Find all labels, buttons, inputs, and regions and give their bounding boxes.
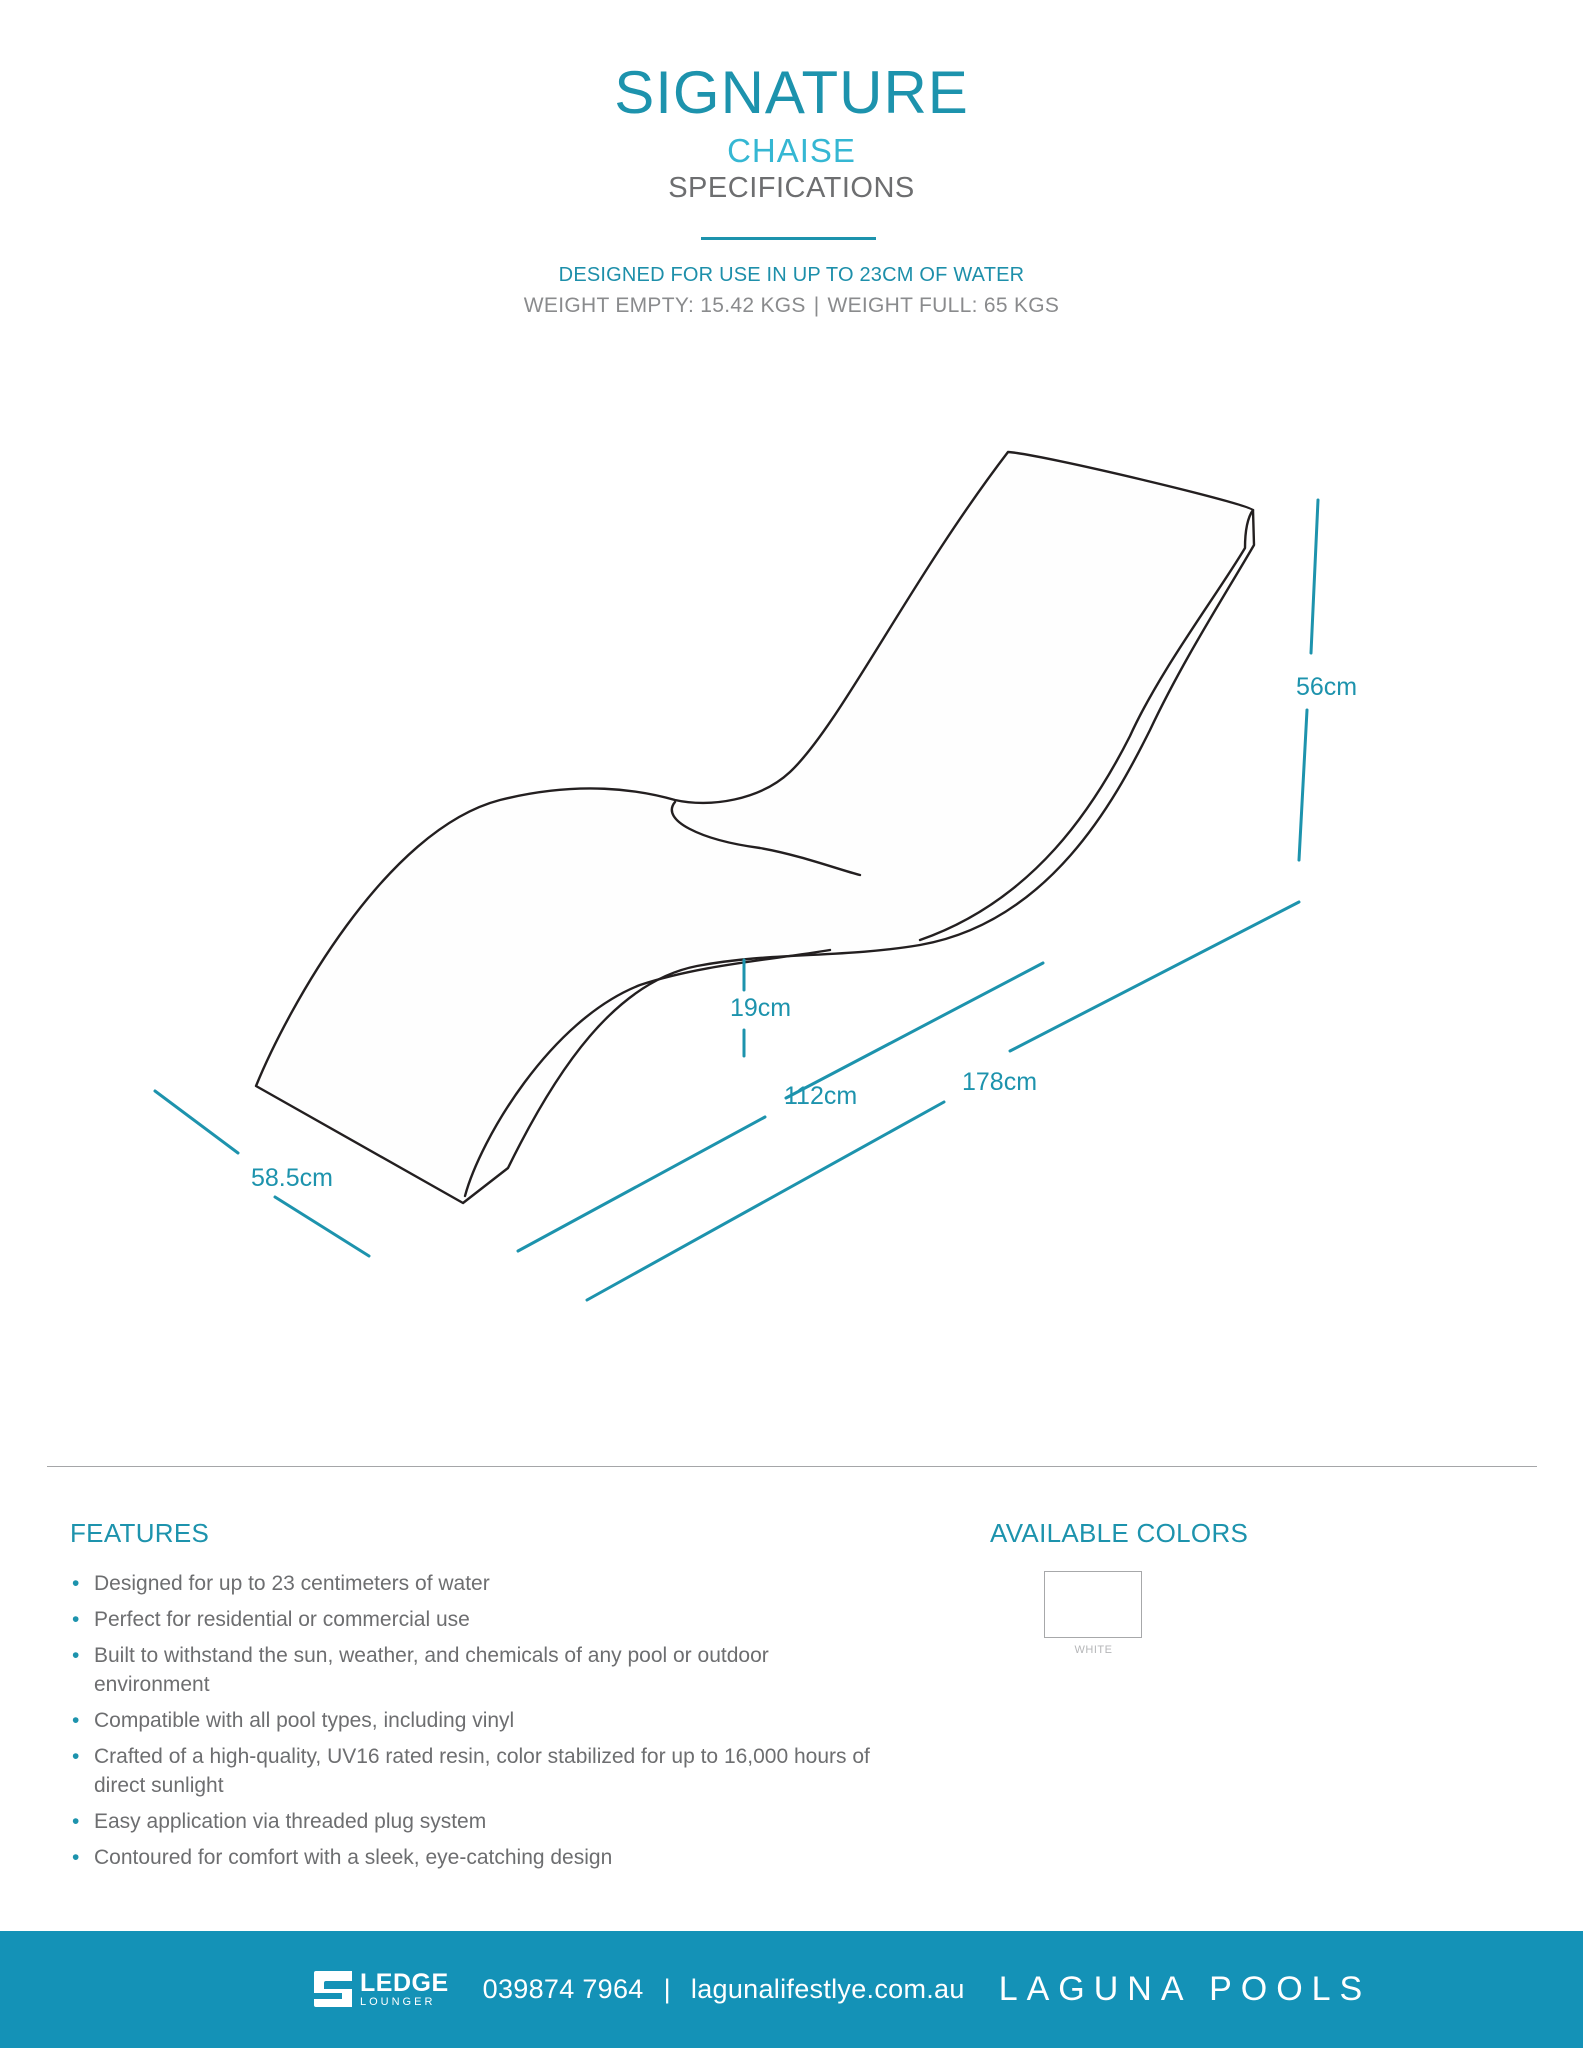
height-dim-line-top xyxy=(1311,500,1318,653)
seat-length-label: 112cm xyxy=(784,1082,858,1110)
logo-line1: LEDGE xyxy=(360,1968,449,1997)
product-subtitle: CHAISE xyxy=(727,132,856,169)
height-label: 56cm xyxy=(1296,673,1358,701)
bullet-icon: • xyxy=(72,1709,80,1732)
feature-item xyxy=(70,1605,874,1634)
product-title: SIGNATURE xyxy=(614,59,969,126)
chaise-dimension-drawing xyxy=(0,380,1583,1320)
footer-content xyxy=(312,1963,1371,2015)
colors-heading: AVAILABLE COLORS xyxy=(990,1518,1249,1548)
total-length-dim-line-bottom xyxy=(587,1102,944,1300)
weight-empty: WEIGHT EMPTY: 15.42 KGS xyxy=(523,294,806,317)
logo-line2: LOUNGER xyxy=(360,1995,436,2008)
total-length-dim-line-top xyxy=(1010,902,1299,1051)
bullet-icon: • xyxy=(72,1644,80,1667)
feature-item xyxy=(70,1843,874,1872)
bullet-icon: • xyxy=(72,1745,80,1768)
brand-name: LAGUNA POOLS xyxy=(998,1969,1372,2008)
feature-text: Contoured for comfort with a sleek, eye-catching design xyxy=(94,1846,613,1869)
feature-text: Compatible with all pool types, including vinyl xyxy=(94,1709,515,1732)
feature-text: Easy application via threaded plug system xyxy=(94,1810,487,1833)
title-divider xyxy=(701,237,876,240)
feature-text: Designed for up to 23 centimeters of water xyxy=(94,1572,490,1595)
feature-item xyxy=(70,1569,874,1598)
width-label: 58.5cm xyxy=(251,1164,333,1192)
height-dim-line-bottom xyxy=(1299,710,1307,860)
color-swatch-white xyxy=(1044,1571,1142,1638)
feature-item xyxy=(70,1807,874,1836)
width-dim-line-top xyxy=(155,1091,238,1153)
features-list xyxy=(70,1569,870,1872)
footer-separator: | xyxy=(663,1973,671,2004)
available-colors-section xyxy=(990,1518,1290,1656)
footer-website-link[interactable]: lagunalifestlye.com.au xyxy=(690,1973,965,2004)
weight-specs xyxy=(0,294,1583,318)
designed-for-note: DESIGNED FOR USE IN UP TO 23CM OF WATER xyxy=(558,264,1025,286)
width-dim-line-bottom xyxy=(275,1197,369,1256)
chaise-outline xyxy=(256,452,1254,1203)
ledge-lounger-logo-icon xyxy=(312,1969,354,2009)
feature-item xyxy=(70,1742,874,1800)
footer-bar xyxy=(0,1931,1583,2048)
feature-text: Crafted of a high-quality, UV16 rated resin, color stabilized for up to 16,000 hours of direct sunlight xyxy=(94,1745,870,1797)
section-divider xyxy=(47,1466,1537,1467)
bullet-icon: • xyxy=(72,1608,80,1631)
section-title: SPECIFICATIONS xyxy=(668,172,915,204)
chaise-body xyxy=(256,452,1254,1203)
bullet-icon: • xyxy=(72,1846,80,1869)
bullet-icon: • xyxy=(72,1810,80,1833)
feature-item xyxy=(70,1641,874,1699)
bullet-icon: • xyxy=(72,1572,80,1595)
total-length-label: 178cm xyxy=(962,1068,1038,1096)
base-height-label: 19cm xyxy=(730,994,792,1022)
ledge-lounger-logo-text xyxy=(360,1968,449,2008)
features-heading: FEATURES xyxy=(70,1518,210,1548)
seat-length-dim-line-bottom xyxy=(518,1117,765,1251)
features-section xyxy=(70,1518,870,1879)
feature-text: Perfect for residential or commercial use xyxy=(94,1608,470,1631)
footer-phone[interactable]: 039874 7964 xyxy=(482,1973,644,2004)
weight-full: WEIGHT FULL: 65 KGS xyxy=(827,294,1060,317)
feature-item xyxy=(70,1706,874,1735)
weight-separator: | xyxy=(813,294,820,317)
feature-text: Built to withstand the sun, weather, and chemicals of any pool or outdoor environment xyxy=(94,1644,769,1696)
color-swatch-label: WHITE xyxy=(1074,1644,1113,1656)
